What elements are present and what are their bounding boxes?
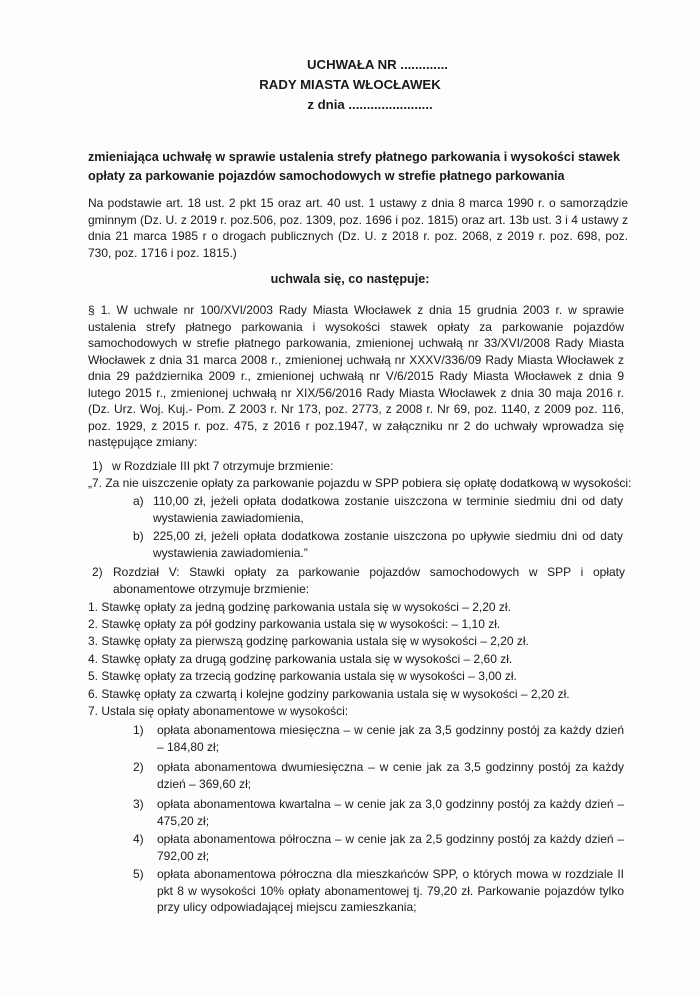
rate-item: 5. Stawkę opłaty za trzecią godzinę parkowania ustala się w wysokości – 3,00 zł.	[88, 669, 517, 683]
rate-item: 6. Stawkę opłaty za czwartą i kolejne godziny parkowania ustala się w wysokości – 2,20 zł.	[88, 687, 570, 701]
subscription-number: 2)	[133, 760, 144, 774]
resolution-subject: zmieniająca uchwałę w sprawie ustalenia strefy płatnego parkowania i wysokości stawek opłaty za parkowanie pojazdów samochodowych w strefie płatnego parkowania	[88, 150, 620, 183]
rate-item: 1. Stawkę opłaty za jedną godzinę parkowania ustala się w wysokości – 2,20 zł.	[88, 600, 511, 614]
subscription-number: 1)	[133, 723, 144, 737]
rate-item: 3. Stawkę opłaty za pierwszą godzinę parkowania ustala się w wysokości – 2,20 zł.	[88, 634, 529, 648]
item-1a-number: a)	[133, 494, 144, 508]
legal-basis: Na podstawie art. 18 ust. 2 pkt 15 oraz art. 40 ust. 1 ustawy z dnia 8 marca 1990 r. o samorządzie gminnym (Dz. U. z 2019 r. poz.506, poz. 1309, poz. 1696 i poz. 1815) oraz art. 13b ust. 3 i 4 ustawy z dnia 21 marca 1985 r o drogach publicznych (Dz. U. z 2018 r. poz. 2068, z 2019 r. poz. 698, poz. 730, poz. 1716 i poz. 1815.)	[88, 196, 628, 260]
rate-item: 7. Ustala się opłaty abonamentowe w wysokości:	[88, 704, 349, 718]
paragraph-1: § 1. W uchwale nr 100/XVI/2003 Rady Miasta Włocławek z dnia 15 grudnia 2003 r. w sprawie ustalenia strefy płatnego parkowania i wysokości stawek opłaty za parkowanie pojazdów samochodowych w strefie płatnego parkowania, zmienionej uchwałą nr 33/XVI/2008 Rady Miasta Włocławek z dnia 31 marca 2008 r., zmienionej uchwałą nr XXXV/336/09 Rady Miasta Włocławek z dnia 29 października 2009 r., zmienionej uchwałą nr V/6/2015 Rady Miasta Włocławek z dnia 9 lutego 2015 r., zmienionej uchwałą nr XIX/56/2016 Rady Miasta Włocławek z dnia 30 maja 2016 r. (Dz. Urz. Woj. Kuj.- Pom. Z 2003 r. Nr 173, poz. 2773, z 2008 r. Nr 69, poz. 1140, z 2009 poz. 116, poz. 1929, z 2015 r. poz. 475, z 2016 r poz.1947, w załączniku nr 2 do uchwały wprowadza się następujące zmiany:	[88, 303, 624, 449]
item-2-text: Rozdział V: Stawki opłaty za parkowanie pojazdów samochodowych w SPP i opłaty abonamentowe otrzymuje brzmienie:	[113, 565, 625, 596]
item-1b-number: b)	[133, 529, 144, 543]
item-1b-text: 225,00 zł, jeżeli opłata dodatkowa zostanie uiszczona po upływie siedmiu dni od daty wystawienia zawiadomienia.”	[153, 529, 623, 560]
subscription-number: 5)	[133, 867, 144, 881]
subscription-text: opłata abonamentowa dwumiesięczna – w cenie jak za 3,5 godzinny postój za każdy dzień – 369,60 zł;	[157, 760, 624, 791]
rate-item: 4. Stawkę opłaty za drugą godzinę parkowania ustala się w wysokości – 2,60 zł.	[88, 652, 513, 666]
subscription-number: 4)	[133, 832, 144, 846]
rate-item: 2. Stawkę opłaty za pół godziny parkowania ustala się w wysokości: – 1,10 zł.	[88, 617, 501, 631]
resolution-number: UCHWAŁA NR .............	[307, 57, 448, 72]
item-2-number: 2)	[92, 565, 103, 579]
subscription-text: opłata abonamentowa półroczna dla mieszkańców SPP, o których mowa w rozdziale II pkt 8 w wysokości 10% opłaty abonamentowej tj. 79,20 zł. Parkowanie pojazdów tylko przy ulicy odpowiadającej miejscu zamieszkania;	[157, 867, 624, 914]
subscription-number: 3)	[133, 797, 144, 811]
item-1-quote: „7. Za nie uiszczenie opłaty za parkowanie pojazdu w SPP pobiera się opłatę dodatkową w wysokości:	[88, 476, 632, 490]
item-1-text: w Rozdziale III pkt 7 otrzymuje brzmienie:	[112, 459, 334, 473]
subscription-text: opłata abonamentowa półroczna – w cenie jak za 2,5 godzinny postój za każdy dzień – 792,00 zł;	[157, 832, 624, 863]
item-1-number: 1)	[92, 459, 103, 473]
subscription-text: opłata abonamentowa miesięczna – w cenie jak za 3,5 godzinny postój za każdy dzień – 184,80 zł;	[157, 723, 624, 754]
subscription-text: opłata abonamentowa kwartalna – w cenie jak za 3,0 godzinny postój za każdy dzień – 475,20 zł;	[157, 797, 624, 828]
resolves-heading: uchwala się, co następuje:	[270, 272, 430, 286]
item-1a-text: 110,00 zł, jeżeli opłata dodatkowa zostanie uiszczona w terminie siedmiu dni od daty wystawienia zawiadomienia,	[153, 494, 623, 525]
resolution-date: z dnia .......................	[307, 97, 433, 112]
council-name: RADY MIASTA WŁOCŁAWEK	[259, 77, 441, 92]
resolution-header	[0, 55, 700, 115]
